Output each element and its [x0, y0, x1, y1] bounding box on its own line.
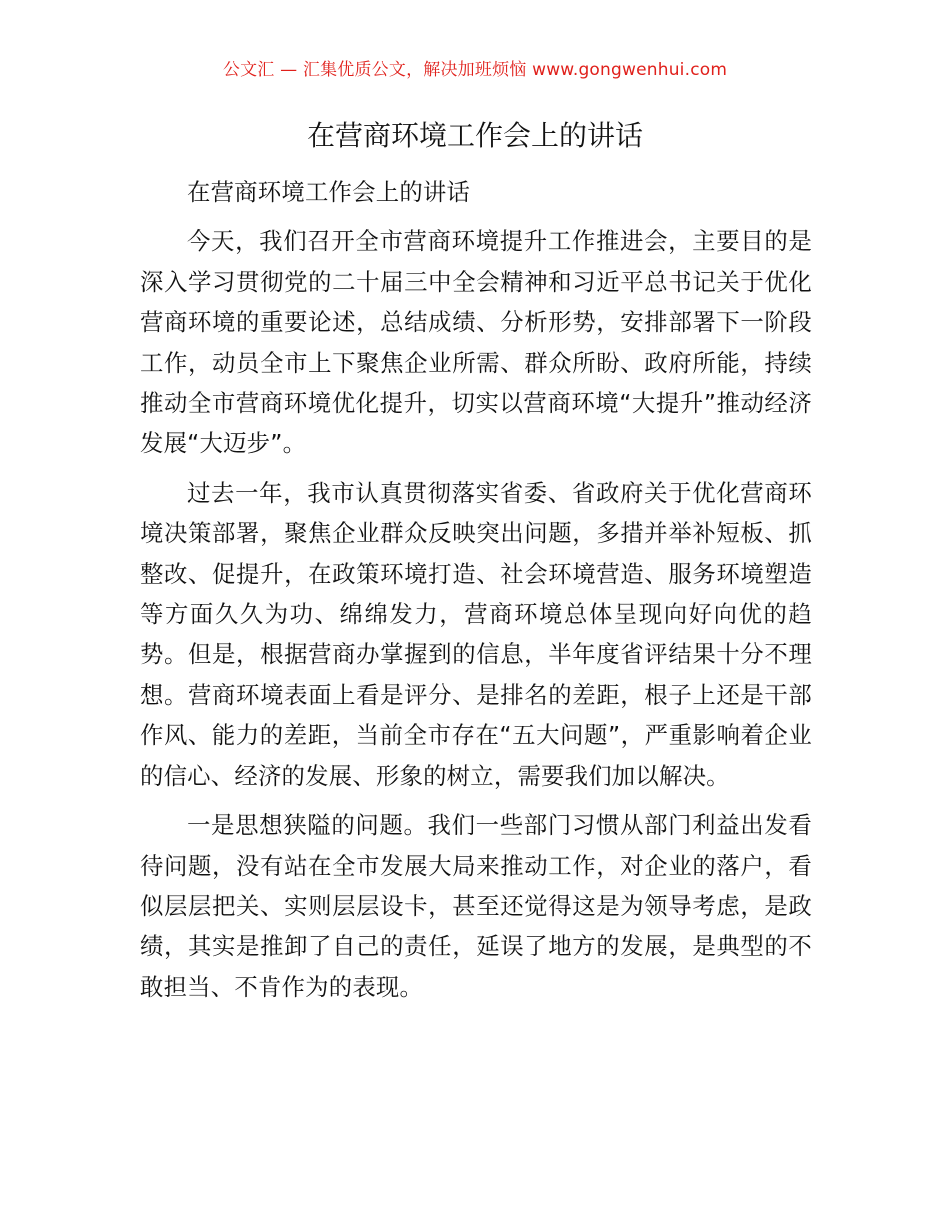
paragraph-review: 过去一年，我市认真贯彻落实省委、省政府关于优化营商环境决策部署，聚焦企业群众反映突出问题，多措并举补短板、抓整改、促提升，在政策环境打造、社会环境营造、服务环境塑造等方面久久为功、绵绵发力，营商环境总体呈现向好向优的趋势。但是，根据营商办掌握到的信息，半年度省评结果十分不理想。营商环境表面上看是评分、是排名的差距，根子上还是干部作风、能力的差距，当前全市存在“五大问题”，严重影响着企业的信心、经济的发展、形象的树立，需要我们加以解决。	[140, 478, 812, 790]
document-body	[140, 172, 812, 1007]
paragraph-intro: 今天，我们召开全市营商环境提升工作推进会，主要目的是深入学习贯彻党的二十届三中全会精神和习近平总书记关于优化营商环境的重要论述，总结成绩、分析形势，安排部署下一阶段工作，动员全市上下聚焦企业所需、群众所盼、政府所能，持续推动全市营商环境优化提升，切实以营商环境“大提升”推动经济发展“大迈步”。	[140, 227, 812, 458]
site-header-banner: 公文汇 — 汇集优质公文，解决加班烦恼 www.gongwenhui.com	[222, 60, 728, 80]
document-title: 在营商环境工作会上的讲话	[306, 119, 643, 152]
paragraph-problem-one: 一是思想狭隘的问题。我们一些部门习惯从部门利益出发看待问题，没有站在全市发展大局来推动工作，对企业的落户，看似层层把关、实则层层设卡，甚至还觉得这是为领导考虑，是政绩，其实是推卸了自己的责任，延误了地方的发展，是典型的不敢担当、不肯作为的表现。	[140, 811, 812, 1001]
document-subtitle: 在营商环境工作会上的讲话	[187, 178, 471, 206]
